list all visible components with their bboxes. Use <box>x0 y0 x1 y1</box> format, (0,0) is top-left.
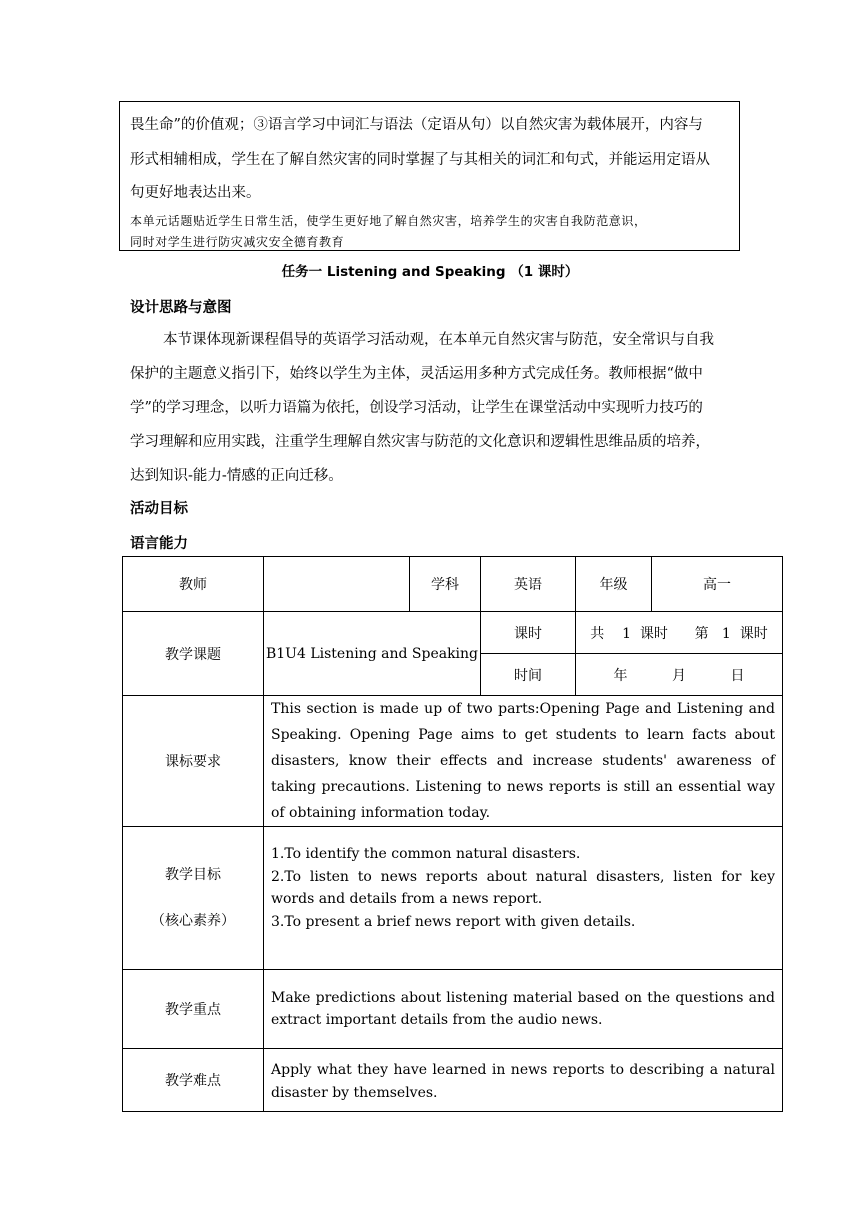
difficulty-cell <box>264 1049 783 1112</box>
objectives-label-cell <box>123 827 264 970</box>
design-paragraph-line-4: 学习理解和应用实践，注重学生理解自然灾害与防范的文化意识和逻辑性思维品质的培养， <box>130 434 710 450</box>
table-row <box>123 557 783 612</box>
activity-heading: 活动目标 <box>130 501 188 517</box>
period-value: 共 1 课时 第 1 课时 <box>576 612 783 654</box>
key-point-cell <box>264 970 783 1049</box>
teacher-label: 教师 <box>123 557 264 612</box>
curriculum-value: This section is made up of two parts:Opening Page and Listening and Speaking. Opening Page aims to get students to learn facts about disasters, know their effects and increase students' awareness of taking precautions. Listening to news reports is still an essential way of obtaining information today. <box>271 701 775 821</box>
objective-item: 3.To present a brief news report with given details. <box>271 913 636 930</box>
lesson-plan-table <box>122 556 783 1112</box>
design-paragraph-line-2: 保护的主题意义指引下，始终以学生为主体，灵活运用多种方式完成任务。教师根据“做中 <box>130 366 703 382</box>
table-row <box>123 612 783 654</box>
period-label: 课时 <box>481 612 576 654</box>
design-paragraph-line-3: 学”的学习理念，以听力语篇为依托，创设学习活动，让学生在课堂活动中实现听力技巧的 <box>130 400 703 416</box>
curriculum-label: 课标要求 <box>123 696 264 827</box>
time-label: 时间 <box>481 654 576 696</box>
objective-item: 2.To listen to news reports about natural disasters, listen for key words and details from a news report. <box>271 868 775 907</box>
design-heading: 设计思路与意图 <box>130 300 232 316</box>
table-row <box>123 696 783 827</box>
design-paragraph-line-5: 达到知识-能力-情感的正向迁移。 <box>130 468 343 484</box>
topic-label: 教学课题 <box>123 612 264 696</box>
time-value: 年 月 日 <box>576 654 783 696</box>
subject-label: 学科 <box>410 557 481 612</box>
difficulty-label: 教学难点 <box>123 1049 264 1112</box>
table-row <box>123 970 783 1049</box>
grade-label: 年级 <box>576 557 652 612</box>
values-line-1: 畏生命”的价值观；③语言学习中词汇与语法（定语从句）以自然灾害为载体展开，内容与 <box>130 117 703 133</box>
values-line-3: 句更好地表达出来。 <box>130 185 261 201</box>
grade-value: 高一 <box>652 557 783 612</box>
values-line-2: 形式相辅相成，学生在了解自然灾害的同时掌握了与其相关的词汇和句式，并能运用定语从 <box>130 152 710 168</box>
difficulty-value: Apply what they have learned in news reports to describing a natural disaster by themselves. <box>271 1062 775 1101</box>
key-point-label: 教学重点 <box>123 970 264 1049</box>
language-heading: 语言能力 <box>130 536 188 552</box>
note-line-1: 本单元话题贴近学生日常生活，使学生更好地了解自然灾害，培养学生的灾害自我防范意识， <box>130 214 647 228</box>
objectives-list <box>264 843 782 933</box>
subject-value: 英语 <box>481 557 576 612</box>
objectives-cell <box>264 827 783 970</box>
key-point-value: Make predictions about listening material based on the questions and extract important details from the audio news. <box>271 989 775 1028</box>
table-row <box>123 827 783 970</box>
task-title: 任务一 Listening and Speaking （1 课时） <box>281 264 579 280</box>
objectives-sublabel: （核心素养） <box>151 913 235 929</box>
objective-item: 1.To identify the common natural disasters. <box>271 846 581 862</box>
table-row <box>123 1049 783 1112</box>
curriculum-cell <box>264 696 783 827</box>
objectives-label: 教学目标 <box>165 867 221 883</box>
design-paragraph-line-1: 本节课体现新课程倡导的英语学习活动观，在本单元自然灾害与防范，安全常识与自我 <box>163 332 714 348</box>
teacher-value <box>264 557 410 612</box>
values-box <box>119 101 740 251</box>
topic-value: B1U4 Listening and Speaking <box>264 612 481 696</box>
note-line-2: 同时对学生进行防灾减灾安全德育教育 <box>130 235 345 249</box>
